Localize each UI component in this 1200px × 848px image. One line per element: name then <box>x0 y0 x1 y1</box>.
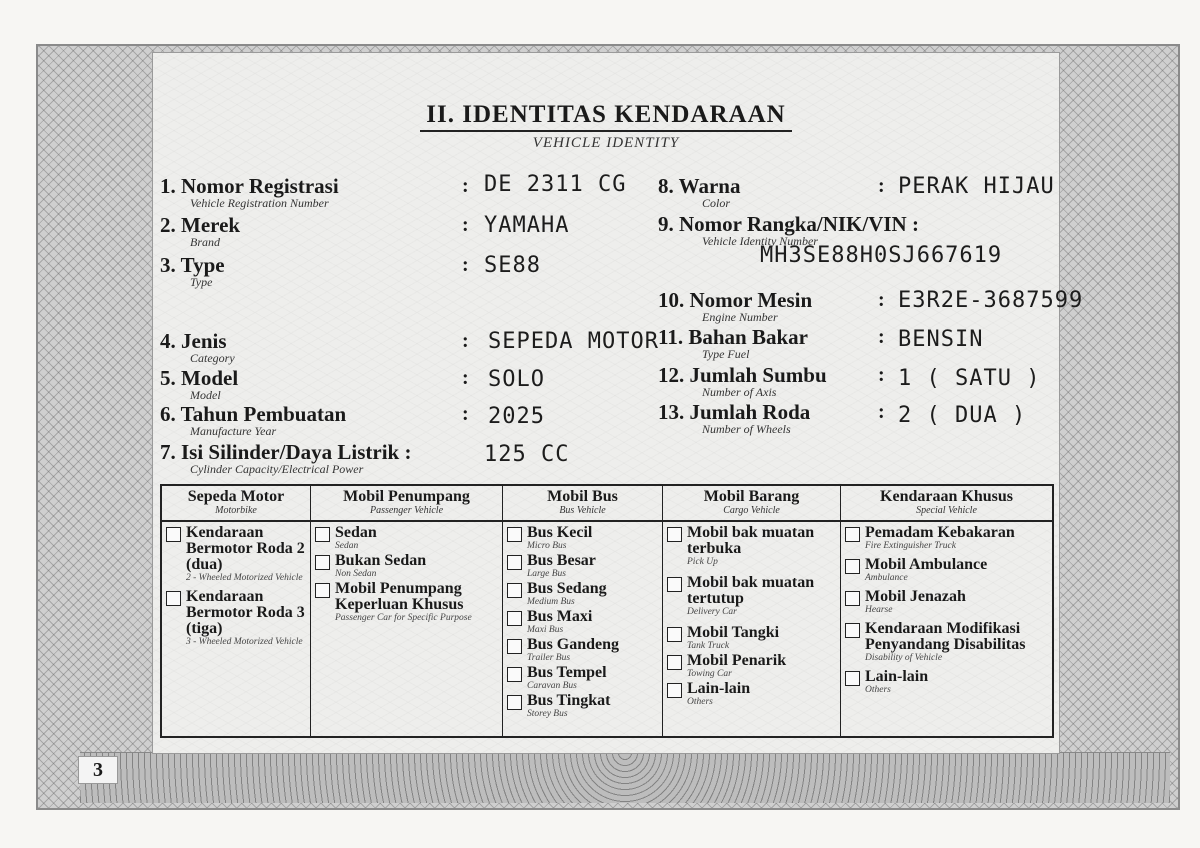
item-label: Bus Tempel <box>527 664 607 681</box>
field-color <box>658 175 740 209</box>
field-sublabel: Type Fuel <box>702 347 750 361</box>
item-sublabel: Others <box>865 685 891 695</box>
field-sublabel: Engine Number <box>702 310 778 324</box>
checkbox[interactable] <box>667 577 682 592</box>
column-header <box>311 486 502 522</box>
column-subtitle: Special Vehicle <box>916 505 977 516</box>
item-label: Bus Maxi <box>527 608 593 625</box>
item-label: Mobil Tangki <box>687 624 780 641</box>
list-item[interactable] <box>315 525 498 551</box>
cylinder-value: 125 CC <box>484 442 570 467</box>
item-label: Mobil Penarik <box>687 652 787 669</box>
item-sublabel: Passenger Car for Specific Purpose <box>335 613 472 623</box>
list-item[interactable] <box>845 557 1048 583</box>
title-block <box>153 101 1059 152</box>
field-label: 1. Nomor Registrasi <box>160 174 339 198</box>
column-title: Mobil Barang <box>703 488 800 505</box>
item-sublabel: Fire Extinguisher Truck <box>865 541 956 551</box>
item-label: Kendaraan Bermotor Roda 3 (tiga) <box>186 588 305 637</box>
field-sublabel: Number of Wheels <box>702 422 791 436</box>
checkbox[interactable] <box>507 667 522 682</box>
field-sublabel: Color <box>702 196 731 210</box>
checkbox[interactable] <box>845 527 860 542</box>
field-sublabel: Vehicle Registration Number <box>190 196 329 210</box>
column-header <box>841 486 1052 522</box>
colon: : <box>878 326 885 348</box>
item-sublabel: Disability of Vehicle <box>865 653 943 663</box>
item-label: Mobil Ambulance <box>865 556 988 573</box>
item-sublabel: Caravan Bus <box>527 681 577 691</box>
item-label: Mobil Penumpang Keperluan Khusus <box>335 580 464 613</box>
column-subtitle: Passenger Vehicle <box>369 505 444 516</box>
checkbox[interactable] <box>507 555 522 570</box>
list-item[interactable] <box>667 625 836 651</box>
vehicle-category-table <box>160 484 1054 738</box>
checkbox[interactable] <box>845 623 860 638</box>
list-item[interactable] <box>507 665 658 691</box>
item-sublabel: Micro Bus <box>527 541 567 551</box>
list-item[interactable] <box>667 653 836 679</box>
checkbox[interactable] <box>507 527 522 542</box>
checkbox[interactable] <box>845 591 860 606</box>
field-label: 11. Bahan Bakar <box>658 325 808 349</box>
item-label: Bus Tingkat <box>527 692 611 709</box>
column-bus <box>502 486 662 736</box>
checkbox[interactable] <box>845 559 860 574</box>
list-item[interactable] <box>667 575 836 617</box>
colon: : <box>878 364 885 386</box>
list-item[interactable] <box>507 609 658 635</box>
field-label: 5. Model <box>160 366 239 390</box>
item-sublabel: Others <box>687 697 713 707</box>
checkbox[interactable] <box>166 527 181 542</box>
list-item[interactable] <box>507 693 658 719</box>
column-subtitle: Motorbike <box>215 505 257 516</box>
brand-value: YAMAHA <box>484 213 570 238</box>
item-sublabel: Delivery Car <box>687 607 737 617</box>
list-item[interactable] <box>667 525 836 567</box>
field-registration <box>160 175 339 209</box>
checkbox[interactable] <box>315 583 330 598</box>
colon: : <box>462 214 469 236</box>
item-label: Mobil bak muatan terbuka <box>687 524 815 557</box>
column-title: Kendaraan Khusus <box>880 488 1013 505</box>
column-subtitle: Cargo Vehicle <box>723 505 780 516</box>
field-sublabel: Manufacture Year <box>190 424 277 438</box>
item-sublabel: Hearse <box>865 605 893 615</box>
registration-value: DE 2311 CG <box>484 172 627 197</box>
item-sublabel: Maxi Bus <box>527 625 564 635</box>
list-item[interactable] <box>845 621 1048 663</box>
checkbox[interactable] <box>667 627 682 642</box>
checkbox[interactable] <box>507 583 522 598</box>
item-sublabel: Sedan <box>335 541 359 551</box>
colon: : <box>462 367 469 389</box>
list-item[interactable] <box>315 553 498 579</box>
field-cylinder <box>160 441 411 475</box>
item-label: Mobil Jenazah <box>865 588 966 605</box>
checkbox[interactable] <box>667 527 682 542</box>
field-manufacture-year <box>160 403 346 437</box>
item-sublabel: Towing Car <box>687 669 732 679</box>
field-sublabel: Cylinder Capacity/Electrical Power <box>190 462 364 476</box>
list-item[interactable] <box>845 589 1048 615</box>
list-item[interactable] <box>845 669 1048 695</box>
field-label: 4. Jenis <box>160 329 227 353</box>
list-item[interactable] <box>315 581 498 623</box>
field-category <box>160 330 235 364</box>
item-label: Kendaraan Bermotor Roda 2 (dua) <box>186 524 305 573</box>
checkbox[interactable] <box>507 695 522 710</box>
item-sublabel: Pick Up <box>687 557 718 567</box>
type-value: SE88 <box>484 253 541 278</box>
colon: : <box>878 401 885 423</box>
year-value: 2025 <box>488 404 545 429</box>
color-value: PERAK HIJAU <box>898 174 1055 199</box>
item-label: Mobil bak muatan tertutup <box>687 574 815 607</box>
list-item[interactable] <box>507 637 658 663</box>
list-item[interactable] <box>507 525 658 551</box>
field-sublabel: Type <box>190 275 213 289</box>
vin-value: MH3SE88H0SJ667619 <box>760 243 1003 268</box>
field-axis <box>658 364 827 398</box>
fuel-value: BENSIN <box>898 327 984 352</box>
wheels-value: 2 ( DUA ) <box>898 403 1027 428</box>
colon: : <box>878 175 885 197</box>
page-subtitle: VEHICLE IDENTITY <box>532 135 680 151</box>
item-sublabel: Medium Bus <box>527 597 575 607</box>
colon: : <box>462 330 469 352</box>
item-label: Sedan <box>335 524 377 541</box>
colon: : <box>462 403 469 425</box>
item-sublabel: Trailer Bus <box>527 653 571 663</box>
field-label: 12. Jumlah Sumbu <box>658 363 827 387</box>
item-label: Bus Kecil <box>527 524 593 541</box>
axis-value: 1 ( SATU ) <box>898 366 1041 391</box>
field-brand <box>160 214 240 248</box>
item-label: Lain-lain <box>865 668 929 685</box>
checkbox[interactable] <box>166 591 181 606</box>
column-title: Sepeda Motor <box>187 488 285 505</box>
field-label: 3. Type <box>160 253 225 277</box>
column-motorbike <box>162 486 310 736</box>
field-fuel <box>658 326 808 360</box>
list-item[interactable] <box>507 581 658 607</box>
page-title: II. IDENTITAS KENDARAAN <box>420 101 791 132</box>
checkbox[interactable] <box>507 611 522 626</box>
column-special <box>840 486 1052 736</box>
field-model <box>160 367 238 401</box>
column-header <box>503 486 662 522</box>
item-label: Lain-lain <box>687 680 751 697</box>
list-item[interactable] <box>667 681 836 707</box>
colon: : <box>462 175 469 197</box>
field-label: 2. Merek <box>160 213 241 237</box>
list-item[interactable] <box>845 525 1048 551</box>
field-sublabel: Category <box>190 351 235 365</box>
column-title: Mobil Bus <box>547 488 618 505</box>
item-sublabel: 3 - Wheeled Motorized Vehicle <box>186 637 303 647</box>
item-sublabel: 2 - Wheeled Motorized Vehicle <box>186 573 303 583</box>
field-sublabel: Vehicle Identity Number <box>702 234 818 248</box>
checkbox[interactable] <box>845 671 860 686</box>
column-header <box>663 486 840 522</box>
item-sublabel: Large Bus <box>527 569 566 579</box>
field-sublabel: Brand <box>190 235 220 249</box>
item-label: Bus Sedang <box>527 580 607 597</box>
column-subtitle: Bus Vehicle <box>559 505 606 516</box>
field-label: 7. Isi Silinder/Daya Listrik : <box>160 440 412 464</box>
field-label: 8. Warna <box>658 174 741 198</box>
item-sublabel: Storey Bus <box>527 709 568 719</box>
model-value: SOLO <box>488 367 545 392</box>
field-wheels <box>658 401 810 435</box>
checkbox[interactable] <box>315 527 330 542</box>
field-label: 9. Nomor Rangka/NIK/VIN : <box>658 212 919 236</box>
field-vin <box>658 213 919 247</box>
column-title: Mobil Penumpang <box>343 488 470 505</box>
engine-number-value: E3R2E-3687599 <box>898 288 1084 313</box>
checkbox[interactable] <box>315 555 330 570</box>
item-label: Bukan Sedan <box>335 552 427 569</box>
item-label: Bus Gandeng <box>527 636 620 653</box>
checkbox[interactable] <box>667 655 682 670</box>
field-label: 6. Tahun Pembuatan <box>160 402 347 426</box>
field-label: 13. Jumlah Roda <box>658 400 811 424</box>
category-value: SEPEDA MOTOR <box>488 329 659 354</box>
list-item[interactable] <box>507 553 658 579</box>
field-sublabel: Number of Axis <box>702 385 777 399</box>
field-engine-number <box>658 289 812 323</box>
item-sublabel: Ambulance <box>865 573 908 583</box>
field-label: 10. Nomor Mesin <box>658 288 813 312</box>
list-item[interactable] <box>166 525 306 583</box>
item-sublabel: Tank Truck <box>687 641 730 651</box>
colon: : <box>878 289 885 311</box>
item-label: Pemadam Kebakaran <box>865 524 1015 541</box>
item-sublabel: Non Sedan <box>335 569 377 579</box>
field-type <box>160 254 225 288</box>
checkbox[interactable] <box>507 639 522 654</box>
list-item[interactable] <box>166 589 306 647</box>
column-header <box>162 486 310 522</box>
field-sublabel: Model <box>190 388 221 402</box>
item-label: Kendaraan Modifikasi Penyandang Disabilitas <box>865 620 1026 653</box>
column-passenger <box>310 486 502 736</box>
checkbox[interactable] <box>667 683 682 698</box>
page-number: 3 <box>78 756 118 784</box>
colon: : <box>462 254 469 276</box>
bottom-ornament <box>80 752 1170 803</box>
item-label: Bus Besar <box>527 552 596 569</box>
column-cargo <box>662 486 840 736</box>
